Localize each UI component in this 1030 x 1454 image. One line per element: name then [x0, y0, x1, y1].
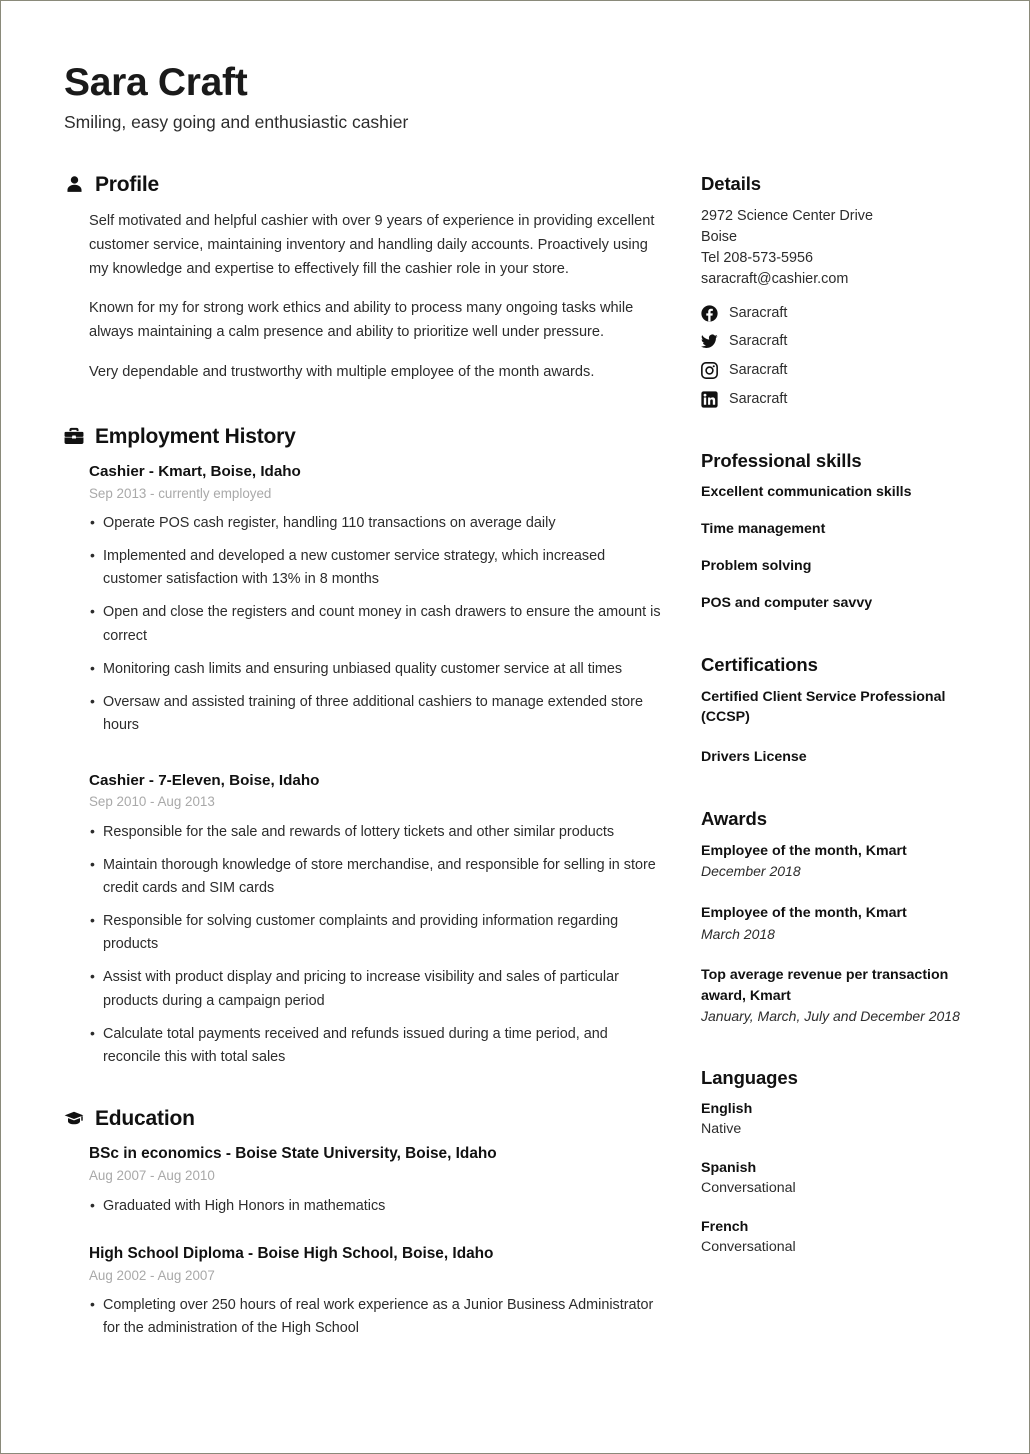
twitter-handle: Saracraft — [729, 333, 788, 350]
education-entry — [64, 1244, 664, 1341]
bullet-item: • Monitoring cash limits and ensuring unbiased quality customer service at all times — [89, 658, 664, 681]
language-name: French — [701, 1218, 749, 1235]
award-title: Top average revenue per transaction award, Kmart — [701, 967, 949, 1004]
bullet-item: • Operate POS cash register, handling 110 transactions on average daily — [89, 512, 664, 535]
award-item — [701, 965, 991, 1027]
profile-paragraph: Very dependable and trustworthy with multiple employee of the month awards. — [89, 363, 595, 380]
education-entry-bullets — [89, 1195, 664, 1218]
award-date: January, March, July and December 2018 — [701, 1008, 960, 1025]
side-column — [701, 173, 991, 1258]
employment-title: Employment History — [95, 424, 296, 448]
social-link-facebook[interactable] — [701, 304, 991, 323]
twitter-icon — [701, 333, 718, 350]
bullet-item: • Responsible for solving customer complaints and providing information regarding products — [89, 910, 664, 956]
bullet-item: • Graduated with High Honors in mathematics — [89, 1195, 664, 1218]
candidate-tagline: Smiling, easy going and enthusiastic cashier — [64, 111, 409, 132]
email-line[interactable]: saracraft@cashier.com — [701, 270, 849, 287]
skill-item: Time management — [701, 521, 826, 538]
education-entry — [64, 1144, 664, 1218]
award-date: March 2018 — [701, 925, 775, 942]
education-heading-row — [64, 1107, 664, 1130]
profile-heading-row — [64, 173, 664, 196]
bullet-item: • Open and close the registers and count money in cash drawers to ensure the amount is correct — [89, 601, 664, 647]
phone-line[interactable]: Tel 208-573-5956 — [701, 249, 814, 266]
profile-paragraph: Known for my for strong work ethics and ability to process many ongoing tasks while always maintaining a calm presence and ability to prioritize well under pressure. — [89, 300, 634, 341]
certifications-title: Certifications — [701, 653, 818, 675]
instagram-icon — [701, 362, 718, 379]
certification-item: Certified Client Service Professional (CCSP) — [701, 688, 946, 726]
person-icon — [64, 174, 84, 194]
section-education — [64, 1107, 664, 1341]
instagram-handle: Saracraft — [729, 362, 788, 379]
award-title: Employee of the month, Kmart — [701, 905, 907, 922]
resume-columns — [64, 173, 979, 1379]
section-awards — [701, 808, 991, 1027]
employment-entry — [64, 771, 664, 1069]
bullet-item: • Calculate total payments received and refunds issued during a time period, and reconcile this with total sales — [89, 1023, 664, 1069]
language-item — [701, 1159, 991, 1199]
linkedin-handle: Saracraft — [729, 390, 788, 407]
bullet-item: • Responsible for the sale and rewards of lottery tickets and other similar products — [89, 821, 664, 844]
education-entry-bullets — [89, 1294, 664, 1340]
skill-item: Problem solving — [701, 558, 812, 575]
education-entry-title: BSc in economics - Boise State University, Boise, Idaho — [89, 1144, 497, 1162]
education-entry-title: High School Diploma - Boise High School, Boise, Idaho — [89, 1244, 494, 1262]
language-level: Conversational — [701, 1179, 796, 1196]
section-details — [701, 173, 991, 409]
city-line: Boise — [701, 229, 737, 246]
main-column — [64, 173, 664, 1379]
language-level: Conversational — [701, 1238, 796, 1255]
employment-entry-date: Sep 2013 - currently employed — [89, 485, 272, 501]
education-title: Education — [95, 1106, 195, 1130]
skill-item: Excellent communication skills — [701, 483, 912, 500]
languages-title: Languages — [701, 1067, 798, 1088]
skill-item: POS and computer savvy — [701, 595, 873, 612]
bullet-item: • Implemented and developed a new customer service strategy, which increased customer satisfaction with 13% in 8 months — [89, 545, 664, 591]
bullet-item: • Assist with product display and pricing to increase visibility and sales of particular products during a campaign period — [89, 966, 664, 1012]
language-level: Native — [701, 1121, 742, 1138]
facebook-handle: Saracraft — [729, 304, 788, 321]
language-item — [701, 1100, 991, 1140]
awards-title: Awards — [701, 807, 767, 829]
employment-entry-bullets — [89, 821, 664, 1068]
social-link-instagram[interactable] — [701, 361, 991, 380]
bullet-item: • Maintain thorough knowledge of store merchandise, and responsible for selling in store credit cards and SIM cards — [89, 854, 664, 900]
address-line: 2972 Science Center Drive — [701, 208, 873, 225]
employment-entry-bullets — [89, 512, 664, 736]
award-title: Employee of the month, Kmart — [701, 842, 907, 859]
graduation-cap-icon — [64, 1108, 84, 1128]
education-entry-date: Aug 2007 - Aug 2010 — [89, 1167, 215, 1183]
award-item — [701, 841, 991, 882]
resume-header — [64, 63, 979, 133]
bullet-item: • Oversaw and assisted training of three additional cashiers to manage extended store hours — [89, 691, 664, 737]
profile-title: Profile — [95, 172, 159, 196]
section-certifications — [701, 654, 991, 768]
language-item — [701, 1218, 991, 1258]
bullet-item: • Completing over 250 hours of real work experience as a Junior Business Administrator for the administration of the High School — [89, 1294, 664, 1340]
employment-entry — [64, 462, 664, 737]
education-entry-date: Aug 2002 - Aug 2007 — [89, 1267, 215, 1283]
candidate-name: Sara Craft — [64, 61, 248, 104]
briefcase-icon — [64, 426, 84, 446]
section-professional-skills — [701, 450, 991, 614]
language-name: English — [701, 1101, 753, 1118]
linkedin-icon — [701, 391, 718, 408]
social-link-linkedin[interactable] — [701, 390, 991, 409]
profile-paragraph: Self motivated and helpful cashier with over 9 years of experience in providing excellent customer service, maintaining inventory and handling daily accounts. Proactively using my knowledge and expertise to effectively fill the cashier role in your store. — [89, 213, 655, 277]
employment-entry-title: Cashier - 7-Eleven, Boise, Idaho — [89, 771, 320, 789]
resume-sheet — [1, 1, 1029, 1453]
details-title: Details — [701, 172, 761, 194]
section-employment-history — [64, 425, 664, 1069]
facebook-icon — [701, 305, 718, 322]
language-name: Spanish — [701, 1160, 757, 1177]
employment-entry-title: Cashier - Kmart, Boise, Idaho — [89, 462, 301, 480]
certification-item: Drivers License — [701, 748, 807, 765]
award-date: December 2018 — [701, 863, 801, 880]
section-profile — [64, 173, 664, 385]
employment-heading-row — [64, 425, 664, 448]
skills-title: Professional skills — [701, 449, 862, 471]
social-link-twitter[interactable] — [701, 332, 991, 351]
employment-entry-date: Sep 2010 - Aug 2013 — [89, 794, 215, 810]
contact-block — [701, 206, 991, 290]
award-item — [701, 903, 991, 944]
section-languages — [701, 1067, 991, 1258]
